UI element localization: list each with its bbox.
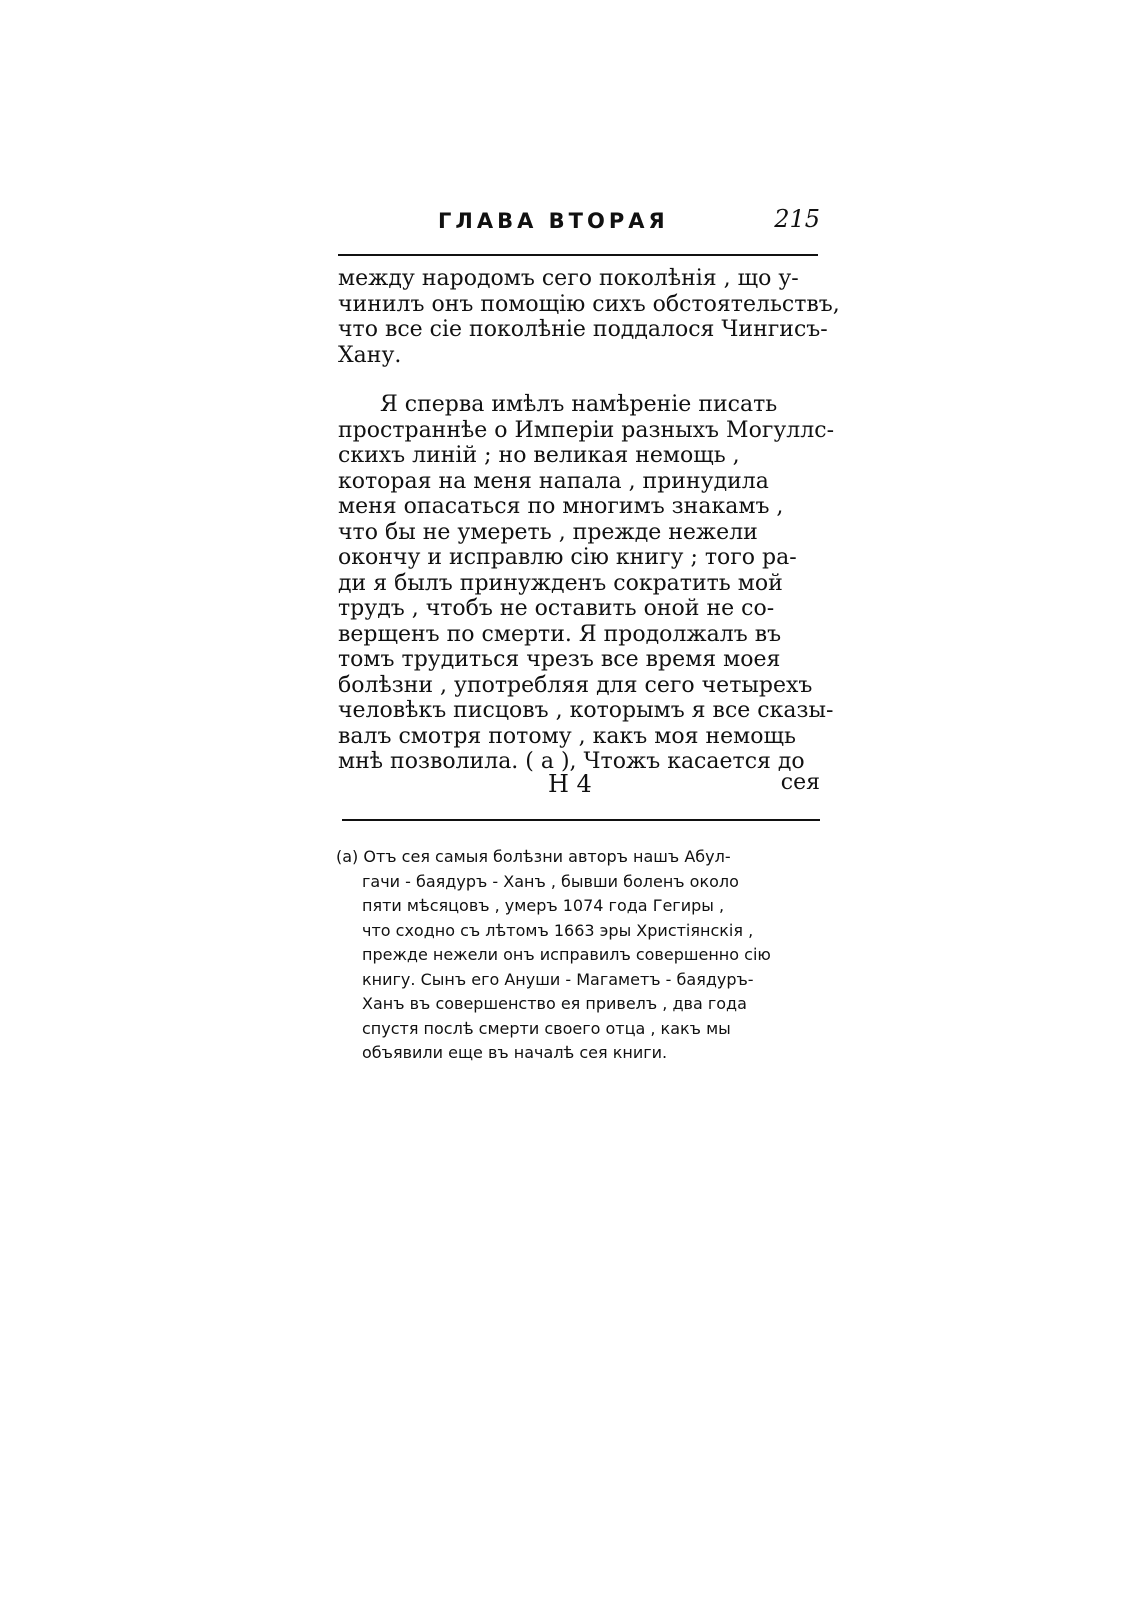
footnote-rule	[342, 819, 820, 821]
page-number: 215	[774, 205, 820, 233]
paragraph-1	[338, 266, 840, 368]
text-line: чинилъ онъ помощію сихъ обстоятельствъ,	[338, 291, 840, 317]
text-line: болѣзни , употребляя для сего четырехъ	[338, 672, 813, 698]
footnote-line: пяти мѣсяцовъ , умеръ 1074 года Гегиры ,	[362, 896, 725, 915]
footnote-line: книгу. Сынъ его Ануши - Магаметъ - баядуръ-	[362, 969, 754, 989]
text-line: между народомъ сего поколѣнія , що у-	[338, 266, 799, 291]
text-line: верщенъ по смерти. Я продолжалъ въ	[338, 621, 782, 647]
text-line: пространнѣе о Имперіи разныхъ Могуллс-	[338, 417, 834, 443]
text-line: окончу и исправлю сію книгу ; того ра-	[338, 545, 797, 570]
footnote-line: Ханъ въ совершенство ея привелъ , два года	[362, 994, 747, 1013]
text-line: трудъ , чтобъ не оставить оной не со-	[338, 596, 775, 621]
signature-mark: Н 4	[548, 770, 592, 798]
footnote	[336, 845, 820, 1066]
paragraph-gap	[338, 368, 820, 392]
catchword: сея	[780, 770, 820, 795]
text-line: Хану.	[338, 342, 402, 368]
text-line: томъ трудиться чрезъ все время моея	[338, 647, 781, 672]
text-line: человѣкъ писцовъ , которымъ я все сказы-	[338, 698, 834, 723]
text-line: скихъ линій ; но великая немощь ,	[338, 443, 740, 468]
text-line: которая на меня напала , принудила	[338, 468, 769, 494]
catch-line	[338, 770, 820, 798]
running-title: ГЛАВА ВТОРАЯ	[438, 209, 669, 233]
page-header	[338, 205, 820, 245]
footnote-line: объявили еще въ началѣ сея книги.	[362, 1043, 668, 1062]
text-line: что бы не умереть , прежде нежели	[338, 519, 758, 545]
text-line: валъ смотря потому , какъ моя немощь	[338, 723, 796, 749]
footnote-line: прежде нежели онъ исправилъ совершенно сію	[362, 945, 771, 964]
text-line: Я сперва имѣлъ намѣреніе писать	[380, 392, 778, 417]
main-text	[338, 266, 840, 775]
footnote-line: (а) Отъ сея самыя болѣзни авторъ нашъ Абул-	[336, 847, 731, 866]
text-line: ди я былъ принужденъ сократить мой	[338, 570, 783, 596]
text-line: меня опасаться по многимъ знакамъ ,	[338, 494, 784, 519]
footnote-line: что сходно съ лѣтомъ 1663 эры Христіянскія ,	[362, 920, 754, 940]
footnote-line: гачи - баядуръ - Ханъ , бывши боленъ около	[362, 871, 739, 891]
text-line: мнѣ позволила. ( а ), Чтожъ касается до	[338, 749, 805, 774]
header-rule	[338, 254, 818, 256]
footnote-line: спустя послѣ смерти своего отца , какъ мы	[362, 1018, 731, 1038]
paragraph-2	[338, 392, 834, 775]
text-line: что все сіе поколѣніе поддалося Чингисъ-	[338, 317, 828, 342]
